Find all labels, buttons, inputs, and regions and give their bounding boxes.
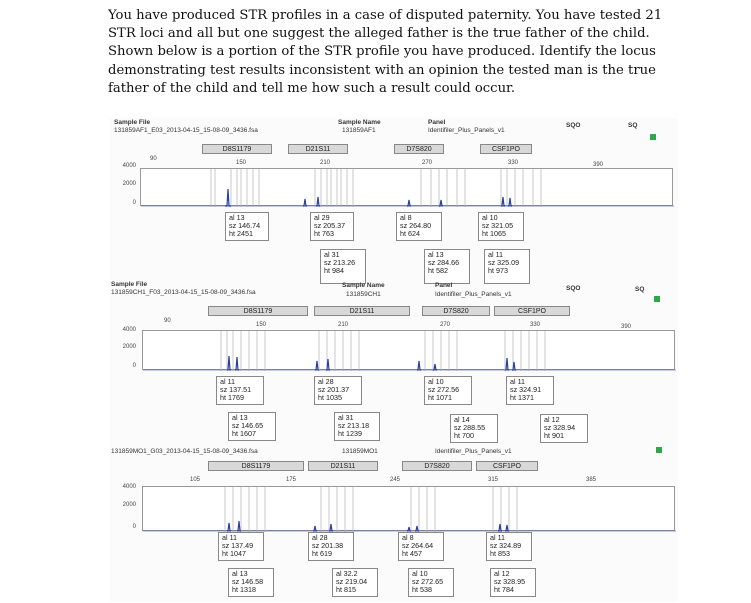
question-line: demonstrating test results inconsistent with an opinion the tested man is the true bbox=[108, 62, 656, 78]
y-tick: 0 bbox=[132, 200, 136, 206]
x-tick: 150 bbox=[256, 322, 267, 328]
sample-file-label: Sample File bbox=[114, 119, 151, 126]
allele-label: al 11 sz 324.89 ht 853 bbox=[486, 532, 532, 561]
sqo-label: SQO bbox=[566, 122, 581, 129]
sample-name-value: 131859MO1 bbox=[342, 448, 378, 455]
locus-label-csf1po: CSF1PO bbox=[480, 144, 532, 154]
peak-d7-8 bbox=[407, 527, 411, 531]
x-tick: 330 bbox=[530, 322, 541, 328]
allele-label: al 29 sz 205.37 ht 763 bbox=[310, 212, 354, 241]
allele-label: al 8 sz 264.64 ht 457 bbox=[398, 532, 444, 561]
panel-name: Identifiler_Plus_Panels_v1 bbox=[435, 291, 512, 298]
question-text bbox=[108, 7, 668, 98]
allele-label: al 10 sz 321.05 ht 1065 bbox=[478, 212, 524, 241]
peak-d21-32-2 bbox=[329, 524, 333, 531]
peak-d8-13 bbox=[235, 357, 239, 370]
x-tick: 270 bbox=[422, 160, 433, 166]
sample-file-name: 131859MO1_G03_2013-04-15_15-08-09_3436.fsa bbox=[111, 448, 258, 455]
question-line: Shown below is a portion of the STR profile you have produced. Identify the locus bbox=[108, 44, 656, 60]
x-tick: 175 bbox=[286, 477, 297, 483]
panel-label: Panel bbox=[435, 282, 453, 289]
x-tick: 210 bbox=[338, 322, 349, 328]
x-tick: 90 bbox=[164, 318, 171, 324]
allele-label: al 12 sz 328.95 ht 784 bbox=[490, 568, 536, 597]
peak-d21-31 bbox=[316, 197, 320, 206]
status-square bbox=[654, 296, 660, 302]
allele-label: al 13 sz 146.65 ht 1607 bbox=[228, 412, 276, 441]
allele-label: al 28 sz 201.38 ht 619 bbox=[308, 532, 354, 561]
sample-name-label: Sample Name bbox=[338, 119, 381, 126]
trace-area bbox=[142, 486, 675, 531]
peak-d7-14 bbox=[433, 364, 437, 370]
allele-label: al 10 sz 272.56 ht 1071 bbox=[424, 376, 472, 405]
sq-label: SQ bbox=[635, 286, 645, 293]
child-electropherogram bbox=[110, 281, 678, 452]
question-line: father of the child and tell me how such a result could occur. bbox=[108, 80, 516, 96]
allele-label: al 28 sz 201.37 ht 1035 bbox=[314, 376, 362, 405]
trace-area bbox=[142, 330, 675, 370]
panel-name: Identifiler_Plus_Panels_v1 bbox=[428, 127, 505, 134]
y-tick: 4000 bbox=[122, 163, 136, 169]
locus-label-d8s1179: D8S1179 bbox=[208, 461, 304, 471]
sq-label: SQ bbox=[628, 122, 638, 129]
x-tick: 385 bbox=[586, 477, 597, 483]
allele-label: al 11 sz 137.49 ht 1047 bbox=[218, 532, 264, 561]
alleged-father-electropherogram bbox=[110, 118, 678, 284]
x-tick: 90 bbox=[150, 156, 157, 162]
allele-label: al 11 sz 325.09 ht 973 bbox=[484, 249, 530, 284]
peak-csf-12 bbox=[505, 525, 509, 531]
peak-d21-28 bbox=[315, 361, 319, 370]
peak-d7-10 bbox=[417, 361, 421, 370]
sample-file-name: 131859AF1_E03_2013-04-15_15-08-09_3436.fsa bbox=[114, 127, 258, 134]
locus-label-d8s1179: D8S1179 bbox=[208, 306, 308, 316]
y-tick: 2000 bbox=[122, 344, 136, 350]
locus-label-d21s11: D21S11 bbox=[308, 461, 378, 471]
peak-d8-13 bbox=[237, 521, 241, 531]
locus-label-d7s820: D7S820 bbox=[394, 144, 444, 154]
peak-csf-10 bbox=[501, 197, 505, 206]
allele-label: al 13 sz 284.66 ht 582 bbox=[424, 249, 470, 284]
peak-d8-13 bbox=[225, 189, 231, 206]
trace-area bbox=[140, 168, 673, 206]
peak-d7-13 bbox=[439, 200, 443, 206]
peak-d21-29 bbox=[303, 199, 307, 206]
x-tick: 270 bbox=[440, 322, 451, 328]
mother-electropherogram bbox=[110, 448, 678, 602]
allele-label: al 8 sz 264.80 ht 624 bbox=[396, 212, 442, 241]
allele-label: al 13 sz 146.74 ht 2451 bbox=[225, 212, 269, 241]
sample-name-label: Sample Name bbox=[342, 282, 385, 289]
locus-label-csf1po: CSF1PO bbox=[494, 306, 570, 316]
x-tick: 210 bbox=[320, 160, 331, 166]
x-tick: 330 bbox=[508, 160, 519, 166]
x-tick: 315 bbox=[488, 477, 499, 483]
peak-d8-11 bbox=[227, 523, 231, 531]
allele-label: al 11 sz 324.91 ht 1371 bbox=[506, 376, 554, 405]
allele-label: al 31 sz 213.18 ht 1239 bbox=[334, 412, 380, 441]
question-line: STR loci and all but one suggest the alleged father is the true father of the child. bbox=[108, 26, 650, 42]
peak-d21-28 bbox=[313, 526, 317, 531]
x-tick: 105 bbox=[190, 477, 201, 483]
y-tick: 0 bbox=[132, 363, 136, 369]
panel-label: Panel bbox=[428, 119, 446, 126]
x-tick: 390 bbox=[621, 324, 632, 330]
sample-name-value: 131859AF1 bbox=[342, 127, 376, 134]
sqo-label: SQO bbox=[566, 285, 581, 292]
peak-d7-8 bbox=[407, 200, 411, 206]
x-tick: 390 bbox=[593, 162, 604, 168]
y-tick: 4000 bbox=[122, 327, 136, 333]
x-tick: 245 bbox=[390, 477, 401, 483]
locus-label-d21s11: D21S11 bbox=[288, 144, 348, 154]
allele-label: al 31 sz 213.26 ht 984 bbox=[320, 249, 366, 284]
locus-label-csf1po: CSF1PO bbox=[476, 461, 538, 471]
allele-label: al 11 sz 137.51 ht 1769 bbox=[216, 376, 264, 405]
locus-label-d8s1179: D8S1179 bbox=[202, 144, 272, 154]
y-tick: 0 bbox=[132, 524, 136, 530]
question-line: You have produced STR profiles in a case of disputed paternity. You have tested 21 bbox=[108, 8, 663, 23]
allele-label: al 10 sz 272.65 ht 538 bbox=[408, 568, 454, 597]
sample-file-label: Sample File bbox=[111, 281, 148, 288]
locus-label-d7s820: D7S820 bbox=[422, 306, 490, 316]
locus-label-d21s11: D21S11 bbox=[314, 306, 410, 316]
peak-csf-11 bbox=[508, 198, 512, 206]
allele-label: al 13 sz 146.58 ht 1318 bbox=[228, 568, 274, 597]
peak-d8-11 bbox=[227, 356, 231, 370]
peak-d7-10 bbox=[415, 526, 419, 531]
status-square bbox=[650, 134, 656, 140]
sample-name-value: 131859CH1 bbox=[346, 291, 381, 298]
status-square bbox=[656, 447, 662, 453]
sample-file-name: 131859CH1_F03_2013-04-15_15-08-09_3436.fsa bbox=[111, 289, 256, 296]
allele-label: al 14 sz 288.55 ht 700 bbox=[450, 414, 498, 443]
y-tick: 2000 bbox=[122, 502, 136, 508]
allele-label: al 32.2 sz 219.04 ht 815 bbox=[332, 568, 378, 597]
peak-csf-11 bbox=[505, 358, 509, 370]
locus-label-d7s820: D7S820 bbox=[402, 461, 472, 471]
y-tick: 4000 bbox=[122, 484, 136, 490]
y-tick: 2000 bbox=[122, 181, 136, 187]
panel-name: Identifiler_Plus_Panels_v1 bbox=[435, 448, 512, 455]
allele-label: al 12 sz 328.94 ht 901 bbox=[540, 414, 588, 443]
x-tick: 150 bbox=[236, 160, 247, 166]
